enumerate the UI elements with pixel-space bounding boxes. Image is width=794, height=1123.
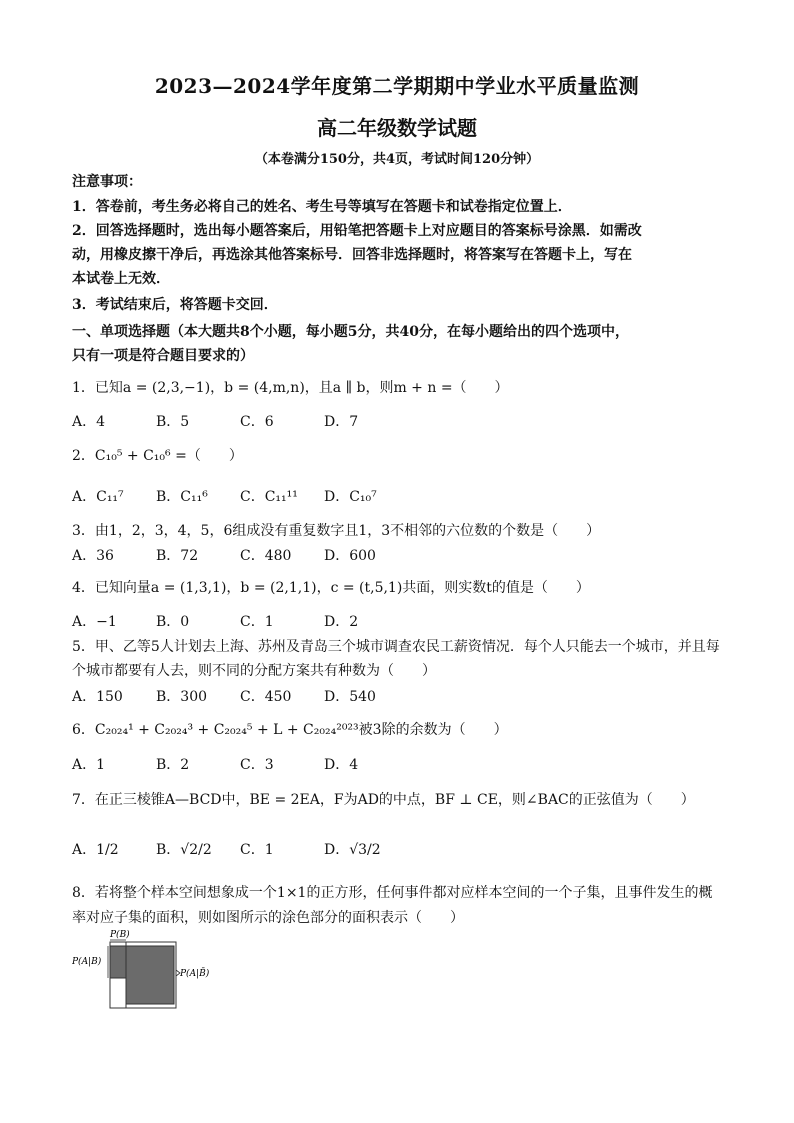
- question-1: 1．已知a = (2,3,−1)，b = (4,m,n)，且a ∥ b，则m + n =（ ）: [72, 380, 509, 396]
- notice-item-2c: 本试卷上无效．: [72, 271, 170, 287]
- option-c: C．450: [240, 689, 292, 705]
- question-3-options: [72, 546, 408, 566]
- question-5-line-1: 5．甲、乙等5人计划去上海、苏州及青岛三个城市调查农民工薪资情况．每个人只能去一个城市，并且每: [72, 639, 720, 655]
- question-2: 2．C₁₀⁵ + C₁₀⁶ =（ ）: [72, 448, 243, 464]
- shaded-region-abbar: [126, 946, 174, 1004]
- option-a: A．C₁₁⁷: [72, 489, 124, 505]
- notice-item-2a: 2．回答选择题时，选出每小题答案后，用铅笔把答题卡上对应题目的答案标号涂黑．如需改: [72, 223, 642, 239]
- option-a: A．4: [72, 414, 106, 430]
- question-8-line-2: 率对应子集的面积，则如图所示的涂色部分的面积表示（ ）: [72, 910, 464, 926]
- probability-area-figure: [72, 928, 232, 1014]
- option-b: B．72: [156, 548, 199, 564]
- option-c: C．3: [240, 757, 274, 773]
- section-heading-a: 一、单项选择题（本大题共8个小题，每小题5分，共40分，在每小题给出的四个选项中，: [72, 324, 629, 340]
- question-4-options: [72, 612, 408, 632]
- option-c: C．1: [240, 614, 274, 630]
- option-d: D．540: [324, 689, 376, 705]
- option-d: D．600: [324, 548, 376, 564]
- question-5-line-2: 个城市都要有人去，则不同的分配方案共有种数为（ ）: [72, 663, 436, 679]
- option-b: B．0: [156, 614, 190, 630]
- question-6: 6．C₂₀₂₄¹ + C₂₀₂₄³ + C₂₀₂₄⁵ + L + C₂₀₂₄²⁰²³被3除的余数为（ ）: [72, 722, 508, 738]
- exam-subtitle: 高二年级数学试题: [317, 116, 477, 140]
- question-7-options: [72, 840, 408, 860]
- option-d: D．7: [324, 414, 359, 430]
- option-c: C．6: [240, 414, 274, 430]
- question-1-options: [72, 412, 408, 432]
- question-8-line-1: 8．若将整个样本空间想象成一个1×1的正方形，任何事件都对应样本空间的一个子集，且事件发生的概: [72, 885, 713, 901]
- shaded-region-ab: [110, 946, 126, 978]
- label-pabbar: P(A|B̄): [180, 969, 210, 979]
- option-a: A．1/2: [72, 842, 119, 858]
- option-d: D．√3/2: [324, 842, 381, 858]
- option-c: C．C₁₁¹¹: [240, 489, 298, 505]
- notice-item-2b: 动，用橡皮擦干净后，再选涂其他答案标号．回答非选择题时，将答案写在答题卡上，写在: [72, 247, 632, 263]
- option-d: D．2: [324, 614, 359, 630]
- option-a: A．150: [72, 689, 123, 705]
- option-b: B．5: [156, 414, 190, 430]
- option-a: A．1: [72, 757, 106, 773]
- option-a: A．−1: [72, 614, 117, 630]
- option-b: B．2: [156, 757, 190, 773]
- option-b: B．300: [156, 689, 208, 705]
- notice-heading: 注意事项：: [72, 174, 142, 190]
- label-pab: P(A|B): [72, 957, 102, 967]
- exam-info: （本卷满分150分，共4页，考试时间120分钟）: [254, 152, 540, 167]
- question-7: 7．在正三棱锥A—BCD中，BE = 2EA，F为AD的中点，BF ⊥ CE，则∠BAC的正弦值为（ ）: [72, 792, 695, 808]
- option-c: C．1: [240, 842, 274, 858]
- question-6-options: [72, 755, 408, 775]
- question-4: 4．已知向量a = (1,3,1)，b = (2,1,1)，c = (t,5,1)共面，则实数t的值是（ ）: [72, 580, 590, 596]
- option-b: B．√2/2: [156, 842, 212, 858]
- option-b: B．C₁₁⁶: [156, 489, 208, 505]
- question-2-options: [72, 487, 408, 507]
- option-c: C．480: [240, 548, 292, 564]
- notice-item-3: 3．考试结束后，将答题卡交回．: [72, 297, 278, 313]
- question-5-options: [72, 687, 408, 707]
- notice-item-1: 1．答卷前，考生务必将自己的姓名、考生号等填写在答题卡和试卷指定位置上．: [72, 199, 572, 215]
- section-heading-b: 只有一项是符合题目要求的）: [72, 348, 254, 364]
- option-d: D．C₁₀⁷: [324, 489, 377, 505]
- option-d: D．4: [324, 757, 359, 773]
- option-a: A．36: [72, 548, 114, 564]
- exam-title: 2023—2024学年度第二学期期中学业水平质量监测: [154, 74, 640, 98]
- question-3: 3．由1，2，3，4，5，6组成没有重复数字且1，3不相邻的六位数的个数是（ ）: [72, 523, 601, 539]
- label-pb: P(B): [110, 930, 130, 940]
